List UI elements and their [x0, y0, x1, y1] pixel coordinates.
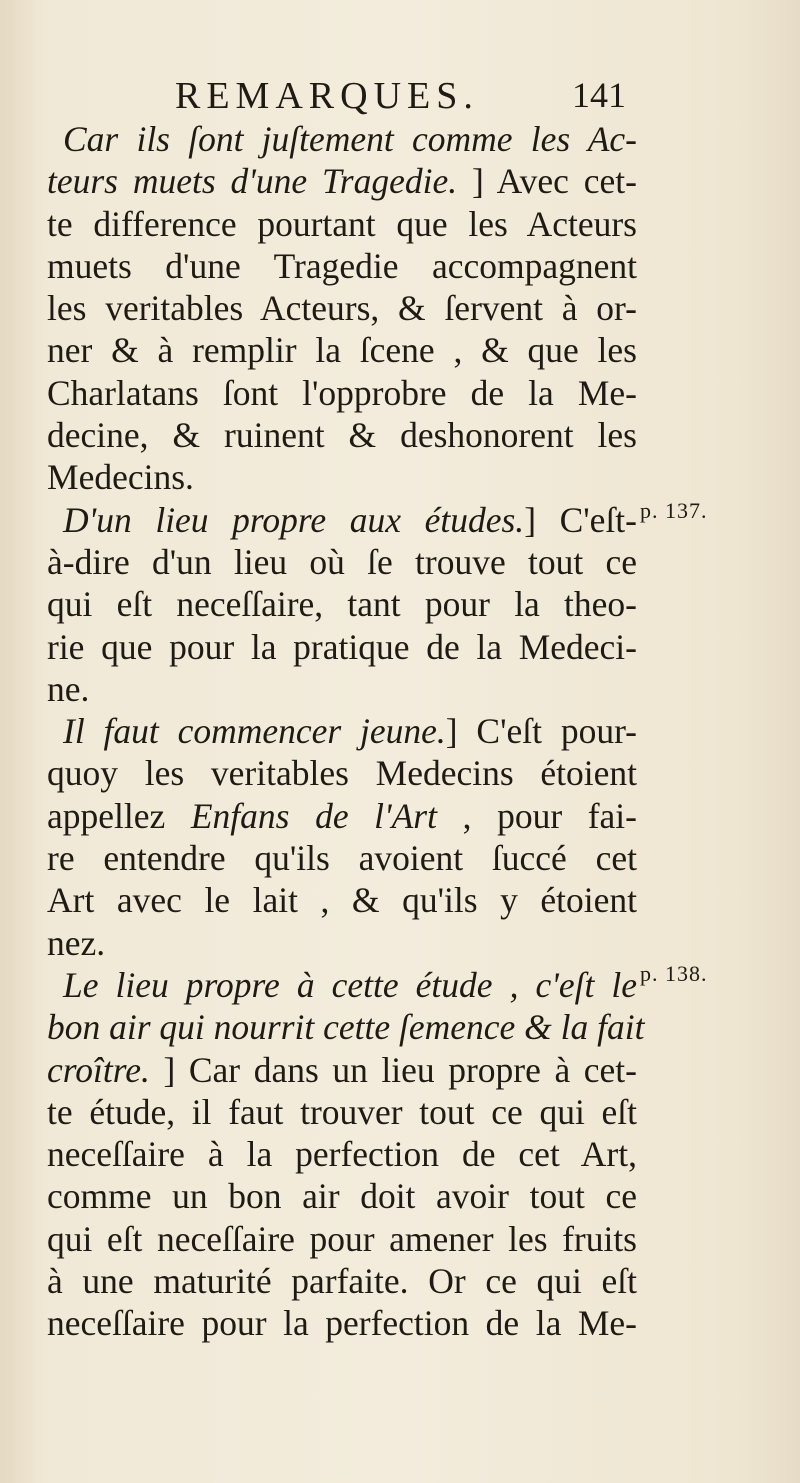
text-line [47, 1218, 637, 1260]
text-line [47, 795, 637, 837]
text-run: Charlatans ſont l'opprobre de la Me- [47, 372, 637, 413]
text-run: nez. [47, 922, 106, 963]
italic-text: teurs muets d'une Tragedie. [47, 161, 458, 202]
text-run: te étude, il faut trouver tout ce qui eſt [47, 1091, 637, 1132]
text-line [47, 1006, 645, 1048]
body-text [47, 118, 645, 1345]
italic-text: bon air qui nourrit cette ſemence & la fait [47, 1007, 645, 1048]
text-run: ne. [47, 668, 90, 709]
text-run: Medecins. [47, 457, 194, 498]
text-run: les veritables Acteurs, & ſervent à or- [47, 288, 637, 329]
text-line [47, 583, 637, 625]
text-line [47, 456, 637, 498]
text-run: ] C'eſt pour- [445, 711, 638, 752]
text-run: neceſſaire à la perfection de cet Art, [47, 1134, 637, 1175]
text-line [47, 1091, 637, 1133]
text-run: decine, & ruinent & deshonorent les [47, 415, 637, 456]
italic-text: croître. [47, 1049, 150, 1090]
text-line [47, 626, 637, 668]
text-run: comme un bon air doit avoir tout ce [47, 1176, 637, 1217]
text-line [47, 1302, 637, 1344]
text-run: re entendre qu'ils avoient ſuccé cet [47, 838, 637, 879]
text-run: ] C'eſt- [524, 499, 637, 540]
margin-note-p138: p. 138. [640, 961, 708, 986]
text-run: muets d'une Tragedie accompagnent [47, 245, 637, 286]
text-run: qui eſt neceſſaire pour amener les fruits [47, 1218, 637, 1259]
text-line [47, 1175, 637, 1217]
text-line [47, 752, 637, 794]
text-run: à une maturité parfaite. Or ce qui eſt [47, 1261, 637, 1302]
text-run: quoy les veritables Medecins étoient [47, 753, 637, 794]
margin-note-p137: p. 137. [640, 498, 708, 523]
text-run: appellez [47, 795, 191, 836]
text-line [47, 160, 637, 202]
text-line [47, 541, 637, 583]
text-run: , pour fai- [437, 795, 637, 836]
text-run: rie que pour la pratique de la Medeci- [47, 626, 637, 667]
text-run: à-dire d'un lieu où ſe trouve tout ce [47, 541, 637, 582]
text-run: qui eſt neceſſaire, tant pour la theo- [47, 584, 637, 625]
text-line [47, 1260, 637, 1302]
text-line [47, 499, 637, 541]
text-line [47, 414, 637, 456]
text-line [47, 287, 637, 329]
page-number: 141 [572, 75, 626, 115]
text-line [47, 710, 637, 752]
text-line [47, 879, 637, 921]
text-run: neceſſaire pour la perfection de la Me- [47, 1303, 637, 1344]
text-line [47, 118, 637, 160]
text-run: ner & à remplir la ſcene , & que les [47, 330, 637, 371]
text-line [47, 203, 637, 245]
italic-text: Enfans de l'Art [190, 795, 437, 836]
text-line [47, 245, 637, 287]
text-line [47, 964, 637, 1006]
italic-text: Le lieu propre à cette étude , c'eſt le [63, 964, 637, 1005]
text-line [47, 922, 637, 964]
text-line [47, 668, 637, 710]
text-line [47, 837, 637, 879]
text-line [47, 329, 637, 371]
italic-text: Car ils ſont juſtement comme les Ac- [63, 119, 637, 159]
italic-text: D'un lieu propre aux études. [63, 499, 525, 540]
text-line [47, 1049, 637, 1091]
text-line [47, 372, 637, 414]
text-run: Art avec le lait , & qu'ils y étoient [47, 880, 637, 921]
text-run: te difference pourtant que les Acteurs [47, 203, 637, 244]
text-run: ] Car dans un lieu propre à cet- [149, 1049, 637, 1090]
text-run: ] Avec cet- [457, 161, 637, 202]
italic-text: Il faut commencer jeune. [63, 711, 446, 752]
running-head: REMARQUES. [175, 75, 479, 117]
text-line [47, 1133, 637, 1175]
